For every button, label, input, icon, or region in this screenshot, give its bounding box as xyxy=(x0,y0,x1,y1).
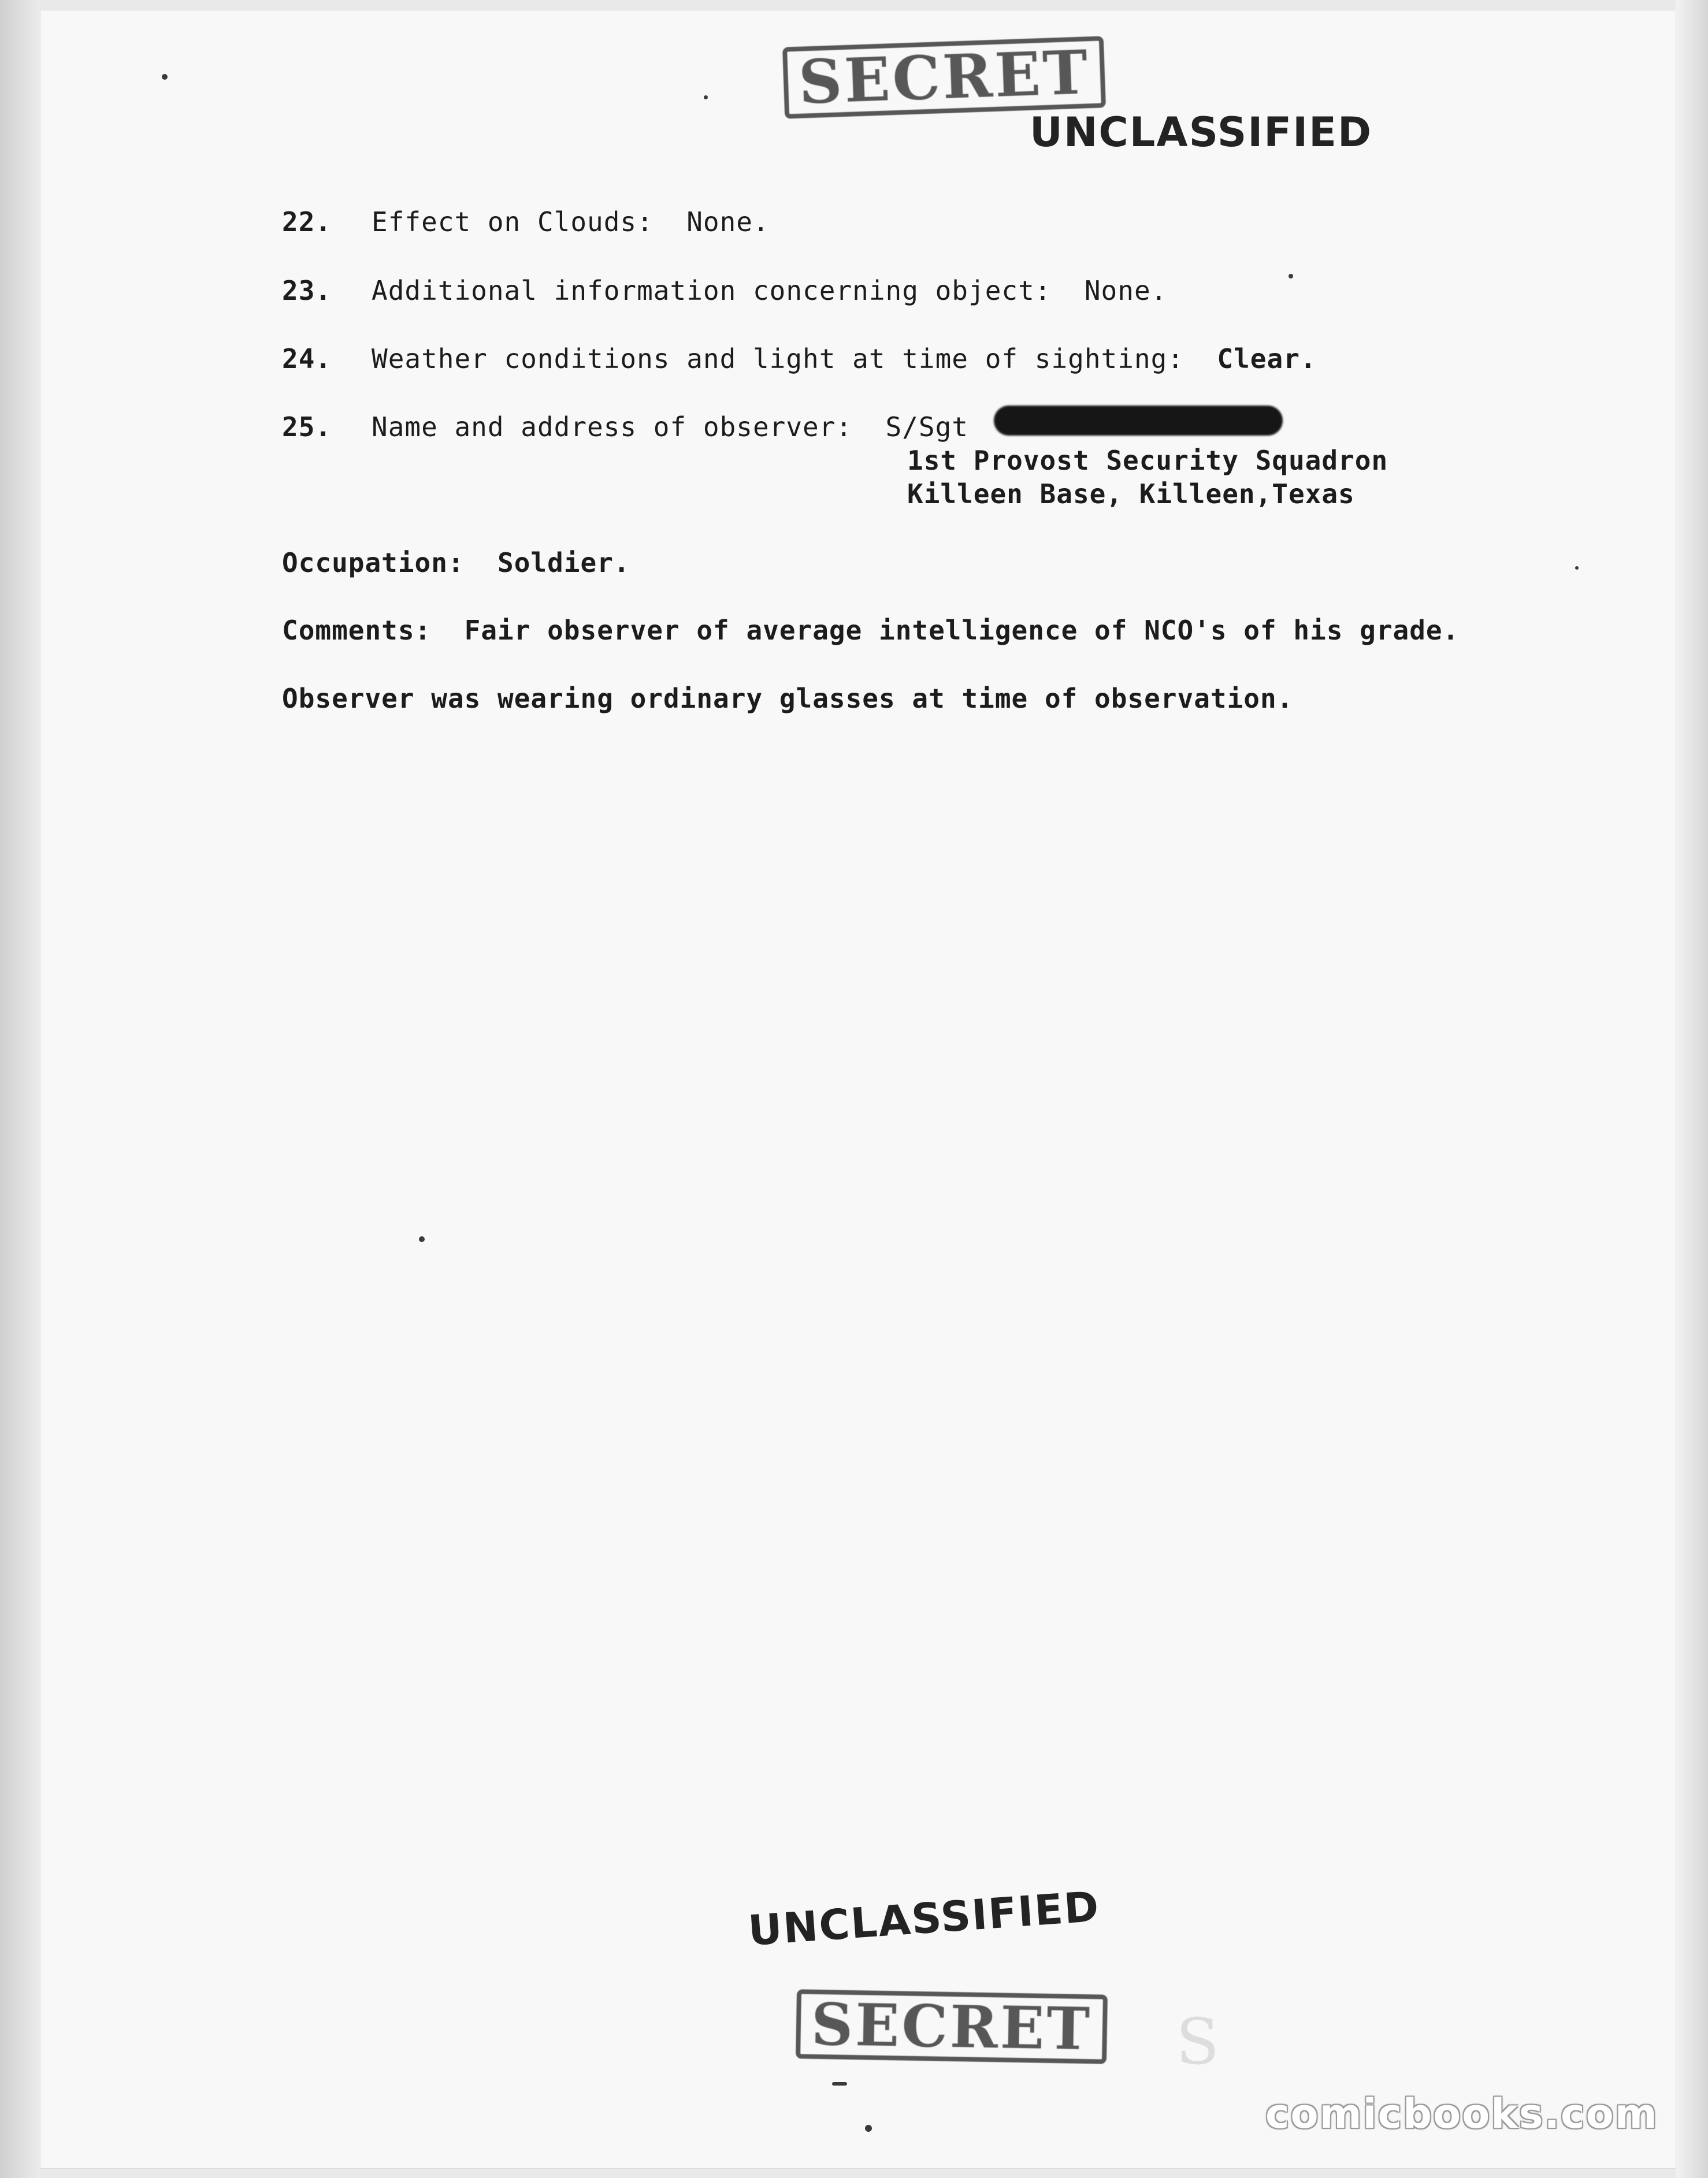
scan-speck xyxy=(419,1236,425,1242)
item-label: Name and address of observer: xyxy=(372,411,853,443)
item-label: Additional information concerning object: xyxy=(372,275,1052,306)
scan-speck xyxy=(162,74,168,80)
occupation-label: Occupation: xyxy=(282,547,465,578)
watermark: comicbooks.com xyxy=(1265,2090,1658,2138)
item-label: Effect on Clouds: xyxy=(372,206,654,237)
item-value: Clear. xyxy=(1217,343,1317,374)
comments-line-2: Observer was wearing ordinary glasses at time of observation. xyxy=(282,683,1294,714)
occupation-line xyxy=(282,546,630,579)
redaction-mark xyxy=(994,406,1283,436)
item-24 xyxy=(282,342,1317,376)
scan-speck xyxy=(865,2125,872,2132)
unclassified-marking-bottom: UNCLASSIFIED xyxy=(747,1882,1101,1955)
occupation-value: Soldier. xyxy=(497,547,630,578)
item-number: 23. xyxy=(282,275,332,306)
faint-stamp-mark: S xyxy=(1176,2005,1220,2079)
item-label: Weather conditions and light at time of sighting: xyxy=(372,343,1185,374)
comments-text: Fair observer of average intelligence of NCO's of his grade. xyxy=(464,615,1460,646)
comments-line-1 xyxy=(282,614,1459,647)
scan-speck xyxy=(704,95,708,99)
scan-speck xyxy=(832,2082,847,2086)
scan-speck xyxy=(1575,566,1579,570)
item-value: None. xyxy=(686,206,770,237)
item-22 xyxy=(282,205,770,239)
document-page xyxy=(40,10,1676,2168)
item-23 xyxy=(282,274,1167,307)
item-value: None. xyxy=(1084,275,1168,306)
secret-stamp-top: SECRET xyxy=(782,36,1106,118)
item-25 xyxy=(282,410,968,444)
unclassified-marking-top: UNCLASSIFIED xyxy=(1030,109,1373,156)
scan-speck xyxy=(1289,274,1293,278)
item-value: S/Sgt xyxy=(885,411,969,443)
secret-stamp-bottom: SECRET xyxy=(796,1989,1108,2064)
item-number: 22. xyxy=(282,206,332,237)
scan-right-edge xyxy=(1676,0,1708,2178)
observer-address-line-1: 1st Provost Security Squadron xyxy=(907,445,1388,476)
item-number: 24. xyxy=(282,343,332,374)
scan-left-edge xyxy=(0,0,40,2178)
item-number: 25. xyxy=(282,411,332,443)
observer-address-line-2: Killeen Base, Killeen,Texas xyxy=(907,478,1355,510)
comments-label: Comments: xyxy=(282,615,432,646)
